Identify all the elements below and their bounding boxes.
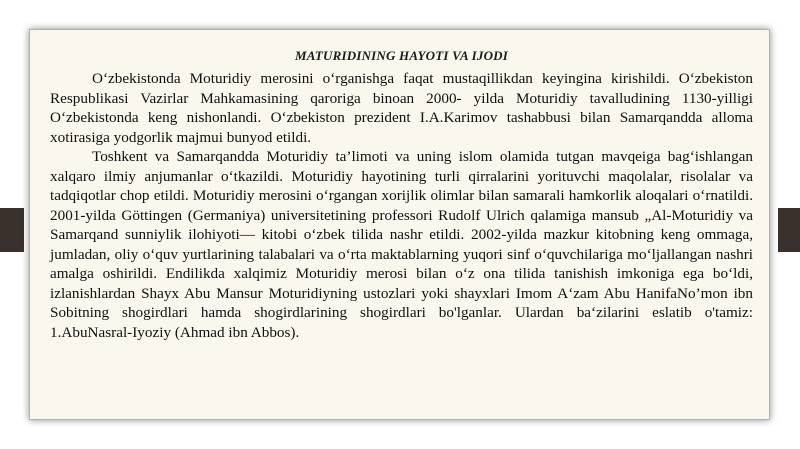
left-decorative-bar: [0, 208, 24, 252]
paragraph-2: Toshkent va Samarqandda Moturidiy ta’limoti va uning islom olamida tutgan mavqeiga bag‘ishlangan xalqaro ilmiy anjumanlar o‘tkazildi. Moturidiy hayotining turli qirralarini yorituvchi maqolalar, risolalar va tadqiqotlar chop etildi. Moturidiy merosini o‘rgangan xorijlik olimlar bilan samarali hamkorlik aloqalari o‘rnatildi. 2001-yilda Göttingen (Germaniya) universitetining professori Rudolf Ulrich qalamiga mansub „Al-Moturidiy va Samarqand sunniylik ilohiyoti― kitobi o‘zbek tilida nashr etildi. 2002-yilda mazkur kitobning keng ommaga, jumladan, oliy o‘quv yurtlarining talabalari va o‘rta maktablarning yuqori sinf o‘quvchilariga mo‘ljallangan nashri amalga oshirildi. Endilikda xalqimiz Moturidiy merosi bilan o‘z ona tilida tanishish imkoniga ega bo‘ldi, izlanishlardan Shayx Abu Mansur Moturidiyning ustozlari yoki shayxlari Imom A‘zam Abu HanifaNo’mon ibn Sobitning shogirdlari hamda shogirdlarining shogirdlari bo'lganlar. Ulardan ba‘zilarini eslatib o'tamiz: 1.AbuNasral-Iyoziy (Ahmad ibn Abbos).: [50, 148, 753, 341]
right-decorative-bar: [778, 208, 800, 252]
slide-title: MATURIDINING HAYOTI VA IJODI: [294, 48, 509, 63]
paragraph-1: O‘zbekistonda Moturidiy merosini o‘rganishga faqat mustaqillikdan keyingina kirishildi. O‘zbekiston Respublikasi Vazirlar Mahkamasining qaroriga binoan 2000- yilda Moturidiy tavalludining 1130-yilligi O‘zbekistonda keng nishonlandi. O‘zbekiston prezident I.A.Karimov tashabbusi bilan Samarqandda alloma xotirasiga yodgorlik majmui bunyod etildi.: [50, 70, 753, 146]
slide-content-frame: [29, 29, 770, 420]
